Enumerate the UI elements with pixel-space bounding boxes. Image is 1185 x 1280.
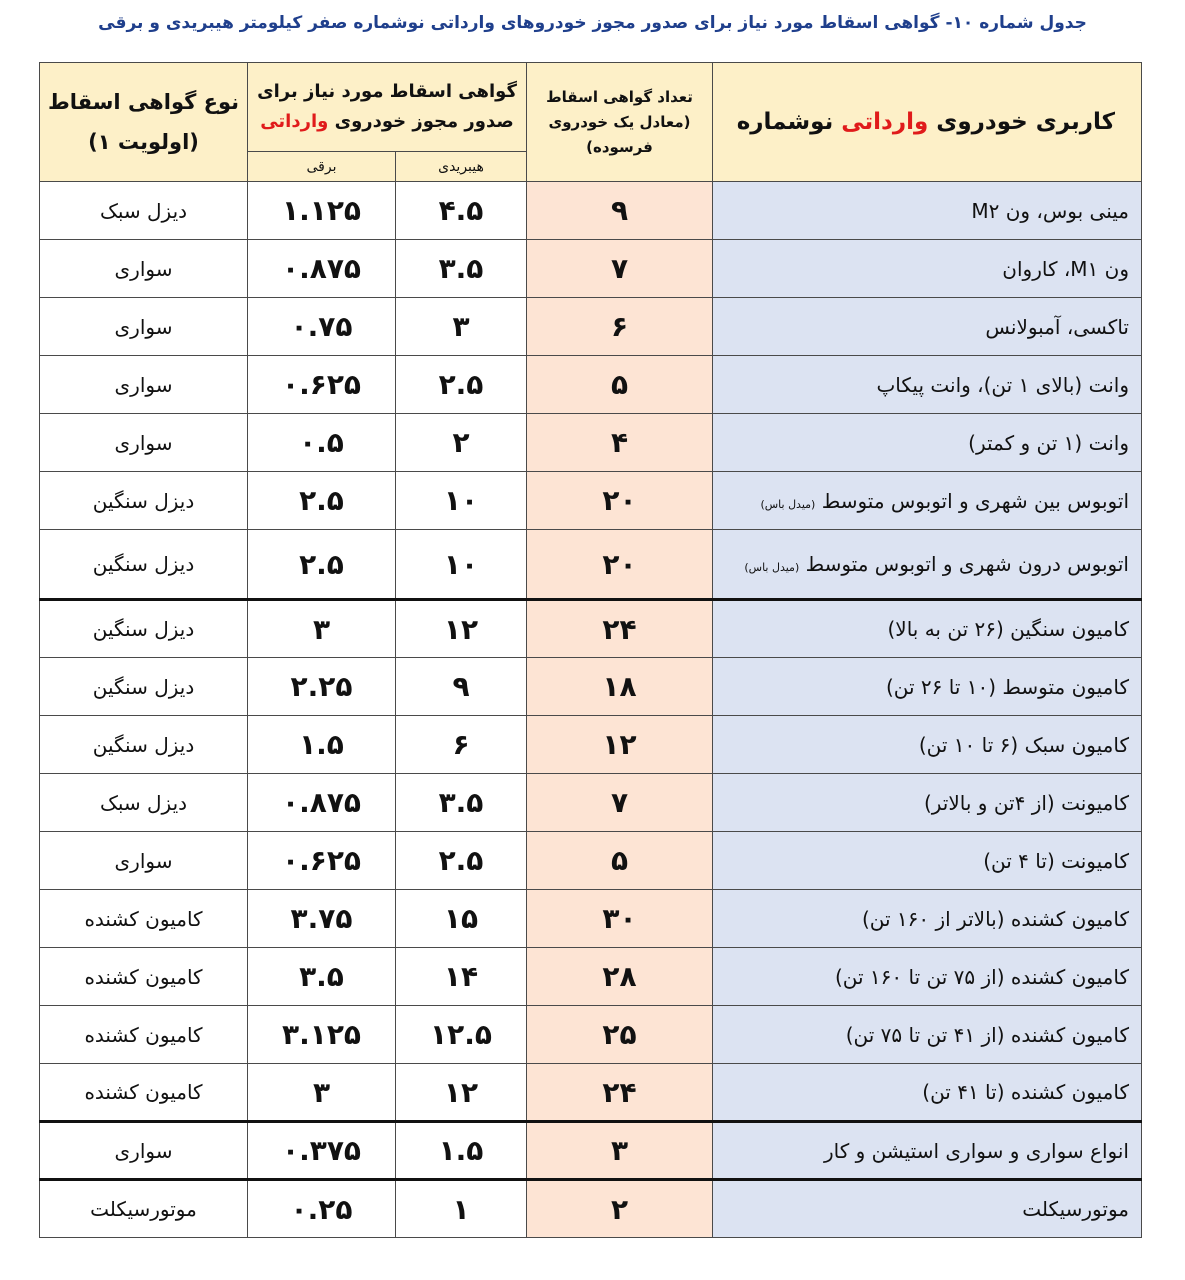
- cell-count: ۳۰: [527, 890, 713, 948]
- table-row: [40, 600, 1142, 658]
- cell-usage: [713, 948, 1142, 1006]
- cell-electric: ۰.۸۷۵: [248, 240, 396, 298]
- header-electric: برقی: [248, 152, 396, 182]
- cell-usage: [713, 472, 1142, 530]
- table-row: [40, 414, 1142, 472]
- table-row: [40, 1122, 1142, 1180]
- header-usage-part2: نوشماره: [736, 109, 834, 135]
- cell-count: ۲۰: [527, 530, 713, 600]
- header-count-line3: فرسوده): [586, 137, 653, 156]
- usage-text: ون M۱، کاروان: [1002, 256, 1129, 281]
- table-row: [40, 1064, 1142, 1122]
- cell-hybrid: ۱۲.۵: [396, 1006, 527, 1064]
- cell-hybrid: ۳.۵: [396, 774, 527, 832]
- cell-count: ۲۵: [527, 1006, 713, 1064]
- cell-type: دیزل سبک: [40, 774, 248, 832]
- cell-count: ۷: [527, 240, 713, 298]
- usage-text: کامیونت (تا ۴ تن): [983, 848, 1129, 873]
- cell-usage: [713, 774, 1142, 832]
- cell-type: سواری: [40, 1122, 248, 1180]
- usage-text: اتوبوس درون شهری و اتوبوس متوسط: [805, 552, 1129, 576]
- cell-hybrid: ۶: [396, 716, 527, 774]
- header-type: [40, 63, 248, 182]
- cell-usage: [713, 1122, 1142, 1180]
- cell-hybrid: ۲.۵: [396, 832, 527, 890]
- usage-text: وانت (بالای ۱ تن)، وانت پیکاپ: [876, 372, 1129, 397]
- usage-text: کامیون کشنده (از ۷۵ تن تا ۱۶۰ تن): [834, 964, 1129, 989]
- cell-count: ۲۸: [527, 948, 713, 1006]
- cell-count: ۵: [527, 832, 713, 890]
- header-count-line2: (معادل یک خودروی: [548, 112, 691, 131]
- cell-type: دیزل سنگین: [40, 658, 248, 716]
- table-row: [40, 948, 1142, 1006]
- cell-count: ۶: [527, 298, 713, 356]
- usage-text: مینی بوس، ون M۲: [971, 198, 1129, 223]
- cell-hybrid: ۱۲: [396, 1064, 527, 1122]
- header-count-line1: تعداد گواهی اسقاط: [546, 87, 693, 106]
- table-row: [40, 298, 1142, 356]
- header-usage-part1: کاربری خودروی: [936, 109, 1115, 135]
- usage-text: انواع سواری و سواری استیشن و کار: [823, 1138, 1129, 1163]
- table-row: [40, 832, 1142, 890]
- table-row: [40, 774, 1142, 832]
- header-type-line2: (اولویت ۱): [88, 130, 199, 154]
- header-type-line1: نوع گواهی اسقاط: [47, 90, 240, 114]
- header-cert-highlight: وارداتی: [260, 111, 329, 132]
- cell-hybrid: ۱۰: [396, 530, 527, 600]
- cell-electric: ۳.۵: [248, 948, 396, 1006]
- cell-usage: [713, 1180, 1142, 1238]
- cell-type: کامیون کشنده: [40, 948, 248, 1006]
- cell-type: دیزل سنگین: [40, 530, 248, 600]
- usage-text: کامیون سنگین (۲۶ تن به بالا): [887, 617, 1129, 641]
- cell-count: ۱۸: [527, 658, 713, 716]
- cell-electric: ۰.۷۵: [248, 298, 396, 356]
- cell-electric: ۳: [248, 1064, 396, 1122]
- cell-hybrid: ۱۵: [396, 890, 527, 948]
- cell-count: ۳: [527, 1122, 713, 1180]
- header-certificate: [248, 63, 527, 152]
- cell-electric: ۱.۵: [248, 716, 396, 774]
- table-row: [40, 182, 1142, 240]
- header-cert-line1: گواهی اسقاط مورد نیاز برای: [257, 81, 517, 102]
- table-row: [40, 890, 1142, 948]
- cell-electric: ۰.۶۲۵: [248, 832, 396, 890]
- usage-text: کامیون کشنده (از ۴۱ تن تا ۷۵ تن): [845, 1022, 1129, 1047]
- cell-usage: [713, 240, 1142, 298]
- cell-type: دیزل سنگین: [40, 716, 248, 774]
- cell-hybrid: ۳: [396, 298, 527, 356]
- cell-usage: [713, 716, 1142, 774]
- cell-electric: ۰.۵: [248, 414, 396, 472]
- cell-electric: ۳.۱۲۵: [248, 1006, 396, 1064]
- table-row: [40, 530, 1142, 600]
- cell-count: ۵: [527, 356, 713, 414]
- cell-type: سواری: [40, 298, 248, 356]
- cell-type: سواری: [40, 356, 248, 414]
- header-cert-line2: صدور مجوز خودروی: [334, 111, 514, 132]
- cell-count: ۲: [527, 1180, 713, 1238]
- cell-electric: ۲.۲۵: [248, 658, 396, 716]
- cell-hybrid: ۳.۵: [396, 240, 527, 298]
- header-usage: [713, 63, 1142, 182]
- cell-count: ۱۲: [527, 716, 713, 774]
- usage-text: کامیون کشنده (بالاتر از ۱۶۰ تن): [861, 906, 1129, 931]
- cell-usage: [713, 1006, 1142, 1064]
- usage-text: تاکسی، آمبولانس: [985, 314, 1129, 339]
- table-row: [40, 1006, 1142, 1064]
- cell-type: دیزل سبک: [40, 182, 248, 240]
- cell-usage: [713, 530, 1142, 600]
- cell-usage: [713, 414, 1142, 472]
- header-hybrid: هیبریدی: [396, 152, 527, 182]
- cell-type: کامیون کشنده: [40, 1006, 248, 1064]
- cell-hybrid: ۱۰: [396, 472, 527, 530]
- cell-electric: ۰.۸۷۵: [248, 774, 396, 832]
- cell-electric: ۳: [248, 600, 396, 658]
- cell-hybrid: ۱۴: [396, 948, 527, 1006]
- cell-usage: [713, 298, 1142, 356]
- cell-electric: ۰.۶۲۵: [248, 356, 396, 414]
- cell-electric: ۰.۲۵: [248, 1180, 396, 1238]
- usage-text: کامیونت (از ۴تن و بالاتر): [923, 790, 1129, 815]
- cell-hybrid: ۱۲: [396, 600, 527, 658]
- cell-hybrid: ۲.۵: [396, 356, 527, 414]
- cell-electric: ۳.۷۵: [248, 890, 396, 948]
- cell-count: ۲۰: [527, 472, 713, 530]
- cell-usage: [713, 1064, 1142, 1122]
- cell-count: ۲۴: [527, 600, 713, 658]
- cell-count: ۲۴: [527, 1064, 713, 1122]
- table-row: [40, 716, 1142, 774]
- cell-type: سواری: [40, 832, 248, 890]
- cell-usage: [713, 356, 1142, 414]
- cell-electric: ۲.۵: [248, 472, 396, 530]
- table-row: [40, 472, 1142, 530]
- cell-count: ۹: [527, 182, 713, 240]
- usage-text: وانت (۱ تن و کمتر): [968, 430, 1129, 455]
- cell-type: سواری: [40, 414, 248, 472]
- usage-text: اتوبوس بین شهری و اتوبوس متوسط: [821, 488, 1129, 513]
- cell-usage: [713, 890, 1142, 948]
- cell-hybrid: ۱: [396, 1180, 527, 1238]
- table-title: جدول شماره ۱۰- گواهی اسقاط مورد نیاز برای صدور مجوز خودروهای وارداتی نوشماره صفر کیلومتر هیبریدی و برقی: [98, 13, 1087, 33]
- cell-type: دیزل سنگین: [40, 600, 248, 658]
- table-row: [40, 1180, 1142, 1238]
- cell-type: دیزل سنگین: [40, 472, 248, 530]
- usage-text: کامیون متوسط (۱۰ تا ۲۶ تن): [885, 674, 1129, 699]
- scrap-certificate-table: [39, 62, 1142, 1238]
- cell-count: ۴: [527, 414, 713, 472]
- usage-text: کامیون سبک (۶ تا ۱۰ تن): [918, 732, 1129, 757]
- table-row: [40, 658, 1142, 716]
- cell-hybrid: ۲: [396, 414, 527, 472]
- cell-count: ۷: [527, 774, 713, 832]
- cell-hybrid: ۱.۵: [396, 1122, 527, 1180]
- table-row: [40, 240, 1142, 298]
- usage-note: (میدل باس): [760, 497, 816, 511]
- cell-type: کامیون کشنده: [40, 1064, 248, 1122]
- table-row: [40, 356, 1142, 414]
- cell-type: کامیون کشنده: [40, 890, 248, 948]
- cell-electric: ۰.۳۷۵: [248, 1122, 396, 1180]
- table-body: [40, 182, 1142, 1238]
- cell-usage: [713, 182, 1142, 240]
- cell-type: سواری: [40, 240, 248, 298]
- header-count: [527, 63, 713, 182]
- cell-electric: ۲.۵: [248, 530, 396, 600]
- cell-type: موتورسیکلت: [40, 1180, 248, 1238]
- usage-note: (میدل باس): [744, 561, 800, 574]
- usage-text: کامیون کشنده (تا ۴۱ تن): [922, 1080, 1129, 1104]
- cell-usage: [713, 600, 1142, 658]
- cell-electric: ۱.۱۲۵: [248, 182, 396, 240]
- cell-hybrid: ۹: [396, 658, 527, 716]
- cell-usage: [713, 658, 1142, 716]
- cell-usage: [713, 832, 1142, 890]
- usage-text: موتورسیکلت: [1022, 1197, 1129, 1221]
- header-usage-highlight: وارداتی: [841, 109, 929, 135]
- cell-hybrid: ۴.۵: [396, 182, 527, 240]
